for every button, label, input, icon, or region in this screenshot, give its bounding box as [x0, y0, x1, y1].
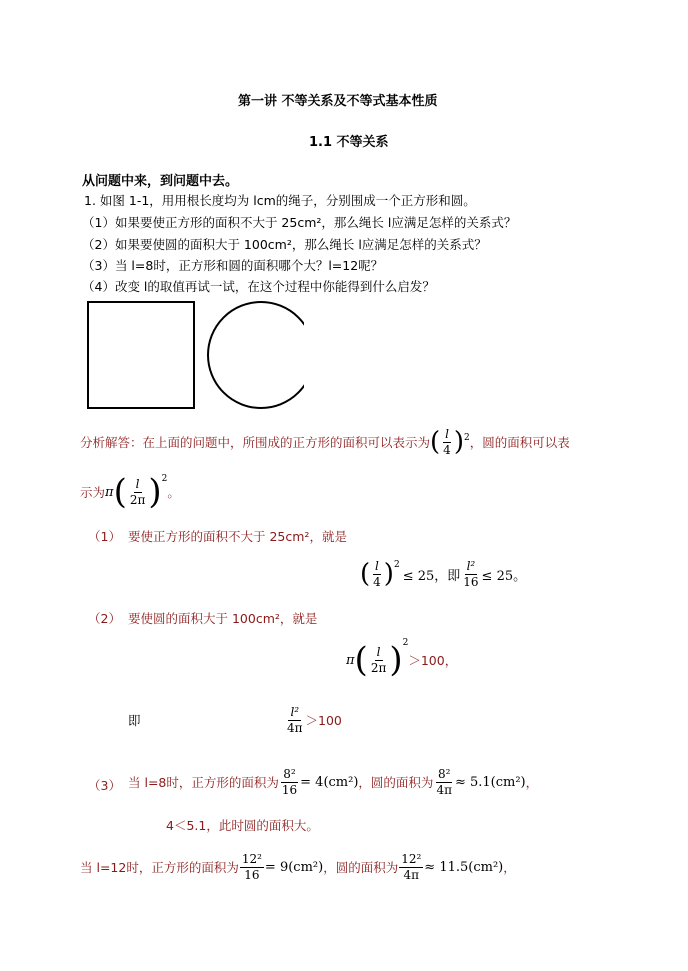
section-title: 1.1 不等关系: [309, 135, 389, 150]
question-1: （1）如果要使正方形的面积不大于 25cm²，那么绳长 l应满足怎样的关系式？: [82, 215, 517, 230]
exponent: 2: [463, 433, 470, 443]
frac-den: 16: [244, 867, 260, 882]
frac-num: 8²: [283, 766, 296, 781]
part1-mid: ≤ 25，即: [402, 568, 461, 584]
part2-ji: 即: [128, 713, 141, 728]
analysis-suffix: ，圆的面积可以表: [469, 435, 570, 450]
frac-num: l: [445, 426, 449, 441]
part2-formula: π ( $\frac{l}{2\pi}$ ) $^2$ ＞100，: [346, 638, 458, 680]
part4-text: 当 l=12时，正方形的面积为: [80, 860, 239, 875]
part1-text: 要使正方形的面积不大于 25cm²，就是: [128, 529, 347, 544]
page-title: 第一讲 不等关系及不等式基本性质: [238, 94, 438, 109]
part3-label: （3）: [88, 778, 121, 793]
frac-den: 2π: [370, 660, 387, 675]
analysis-line-2: [80, 468, 180, 516]
frac-num: l²: [290, 704, 300, 719]
frac-num: l: [375, 558, 379, 573]
exponent: 2: [393, 560, 400, 570]
frac-num: l²: [466, 558, 476, 573]
part3-line: [128, 762, 538, 802]
frac-num: l: [135, 476, 140, 491]
part1-end: ≤ 25。: [481, 568, 527, 584]
frac-den: 4: [443, 442, 451, 457]
circle-area-expr: π ( $\frac{l}{2\pi}$ ) $^2$: [105, 472, 168, 512]
pi-symbol: π: [346, 652, 355, 668]
part3-eq: = 4(cm²): [300, 774, 359, 790]
question-2: （2）如果要使圆的面积大于 100cm²，那么绳长 l应满足怎样的关系式？: [82, 237, 487, 252]
exponent: 2: [402, 638, 409, 648]
part3-end: ，: [525, 775, 539, 790]
circle-shape: [208, 302, 304, 408]
square-area-expr: ( $\frac{l}{4}$ ) $^2$: [430, 426, 470, 457]
analysis-line-1: [80, 422, 570, 462]
frac-num: 12²: [401, 851, 422, 866]
frac-num: 12²: [241, 851, 262, 866]
frac-den: 16: [463, 574, 479, 589]
part3-conclusion: 4＜5.1，此时圆的面积大。: [166, 818, 319, 833]
part2-end-2: ＞100: [305, 713, 342, 728]
analysis-line2-suffix: 。: [167, 485, 180, 500]
part3-approx: ≈ 5.1(cm²): [454, 774, 526, 790]
pi-symbol: π: [105, 484, 114, 500]
part4-line: [80, 847, 516, 887]
frac-den: 16: [281, 782, 298, 797]
frac-num: 8²: [437, 766, 451, 781]
part3-circle-area: [433, 768, 525, 796]
part1-formula: ( $\frac{l}{4}$ ) $^2$ ≤ 25，即 $\frac{\text{l²}}{16}$ ≤ 25。: [360, 558, 527, 589]
exponent: 2: [161, 474, 168, 484]
part2-text: 要使圆的面积大于 100cm²，就是: [128, 611, 318, 626]
frac-den: 4π: [287, 720, 303, 735]
intro-heading: 从问题中来，到问题中去。: [82, 174, 239, 189]
frac-den: 4π: [403, 867, 420, 882]
part4-eq: = 9(cm²): [264, 859, 324, 875]
part4-circle-area: [398, 853, 503, 881]
frac-num: l: [376, 644, 381, 659]
part4-approx: ≈ 11.5(cm²): [424, 859, 504, 875]
part2-label: （2）: [88, 611, 121, 626]
analysis-prefix: 分析解答：在上面的问题中，所围成的正方形的面积可以表示为: [80, 435, 431, 450]
question-3: （3）当 l=8时，正方形和圆的面积哪个大？l=12呢？: [82, 258, 384, 273]
square-shape: [88, 302, 194, 408]
figure-square-circle: [84, 300, 304, 412]
part4-end: ，: [503, 860, 516, 875]
part1-label: （1）: [88, 529, 121, 544]
part4-mid: ，圆的面积为: [323, 860, 399, 875]
analysis-line2-prefix: 示为: [80, 485, 106, 500]
part2-formula-2: [284, 700, 342, 740]
part3-mid: ，圆的面积为: [358, 775, 434, 790]
part4-square-area: [239, 853, 323, 881]
frac-den: 4π: [436, 782, 452, 797]
part3-square-area: [279, 768, 359, 796]
problem-statement: 1. 如图 1-1，用用根长度均为 lcm的绳子，分别围成一个正方形和圆。: [84, 193, 476, 208]
part3-text: 当 l=8时，正方形的面积为: [128, 775, 279, 790]
frac-den: 4: [373, 574, 381, 589]
part2-end: ＞100，: [408, 653, 458, 668]
frac-den: 2π: [129, 492, 146, 507]
question-4: （4）改变 l的取值再试一试，在这个过程中你能得到什么启发？: [82, 279, 435, 294]
